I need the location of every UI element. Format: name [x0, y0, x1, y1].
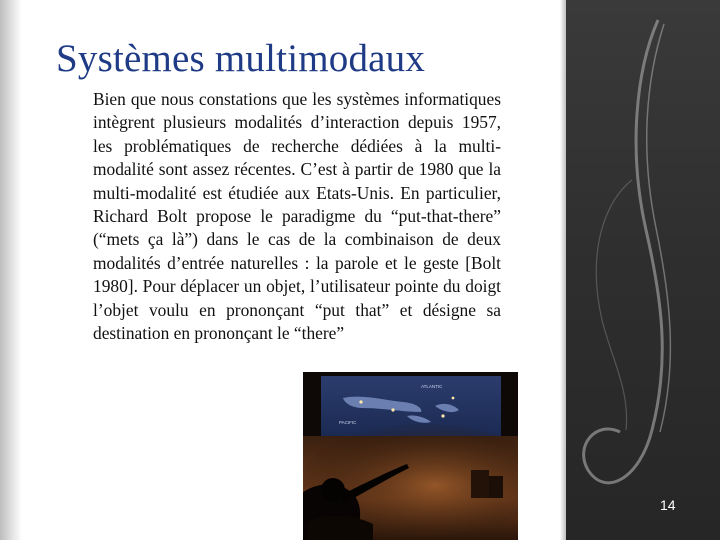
- map-label-atlantic: ATLANTIC: [421, 384, 443, 389]
- body-paragraph: Bien que nous constations que les systèmes informatiques intègrent plusieurs modalités d’interaction depuis 1957, les problématiques de recherche dédiées à la multi-modalité sont assez récentes. C’est à partir de 1980 que la multi-modalité est étudiée aux Etats-Unis. En particulier, Richard Bolt propose le paradigme du “put-that-there” (“mets ça là”) dans le cas de la combinaison de deux modalités d’entrée naturelles : la parole et le geste [Bolt 1980]. Pour déplacer un objet, l’utilisateur pointe du doigt l’objet voulu en prononçant “put that” et désigne sa destination en prononçant le “there”: [93, 89, 501, 344]
- slide-title: Systèmes multimodaux: [56, 37, 426, 80]
- calligraphic-swirl-decoration: [566, 0, 720, 540]
- page-number: 14: [660, 497, 676, 513]
- map-label-pacific: PACIFIC: [339, 420, 357, 425]
- right-decorative-panel: [566, 0, 720, 540]
- put-that-there-photo: [303, 372, 518, 540]
- left-shadow-strip: [0, 0, 22, 540]
